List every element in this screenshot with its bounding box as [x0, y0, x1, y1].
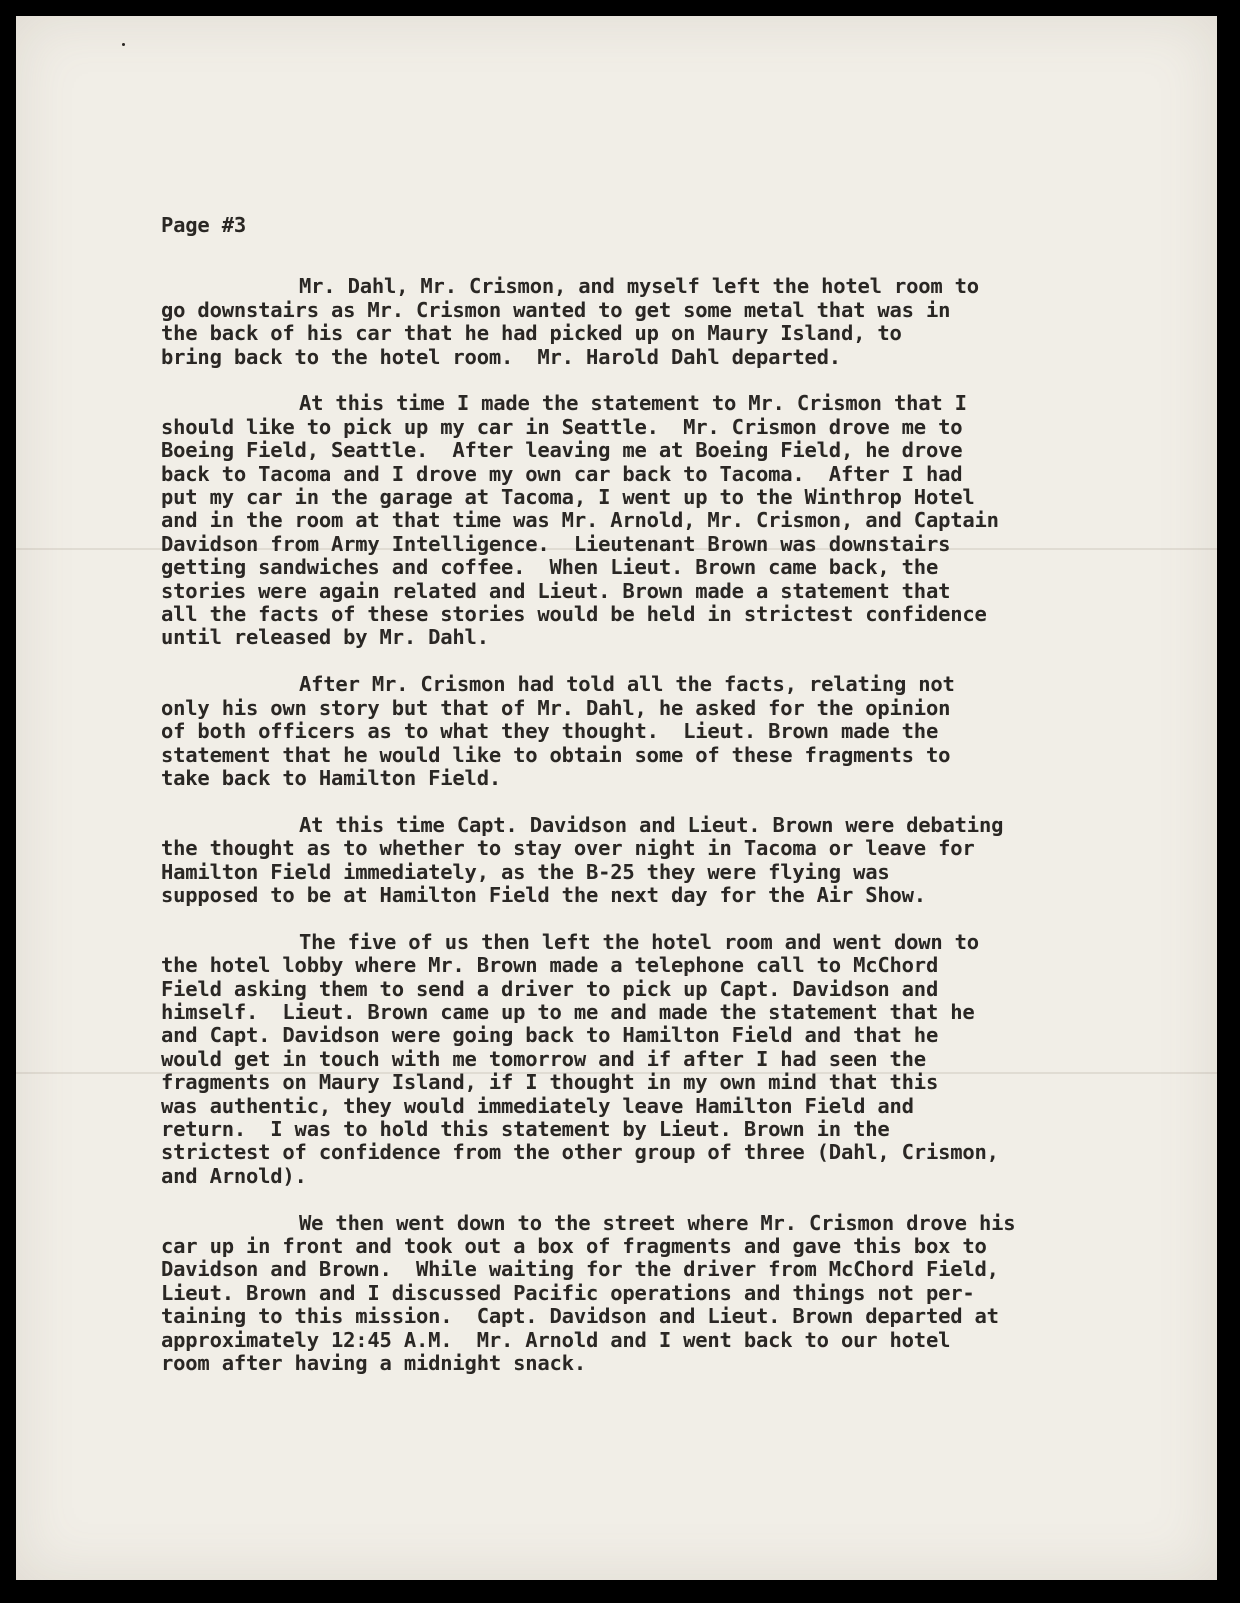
text-line: fragments on Maury Island, if I thought in my own mind that this: [161, 1070, 939, 1095]
text-line: stories were again related and Lieut. Brown made a statement that: [161, 578, 951, 603]
text-line: Mr. Dahl, Mr. Crismon, and myself left the hotel room to: [299, 274, 979, 299]
typed-text-body: [161, 214, 1161, 1399]
text-line: getting sandwiches and coffee. When Lieut. Brown came back, the: [161, 555, 939, 580]
text-line: himself. Lieut. Brown came up to me and made the statement that he: [161, 999, 975, 1024]
paragraph: [161, 1212, 1161, 1376]
text-line: At this time Capt. Davidson and Lieut. Brown were debating: [299, 812, 1004, 837]
text-line: Davidson from Army Intelligence. Lieutenant Brown was downstairs: [161, 531, 951, 556]
ink-speck: [122, 43, 125, 46]
text-line: back to Tacoma and I drove my own car back to Tacoma. After I had: [161, 461, 963, 486]
text-line: return. I was to hold this statement by Lieut. Brown in the: [161, 1116, 890, 1141]
text-line: strictest of confidence from the other group of three (Dahl, Crismon,: [161, 1140, 999, 1165]
text-line: and Arnold).: [161, 1163, 307, 1188]
text-line: Field asking them to send a driver to pick up Capt. Davidson and: [161, 976, 939, 1001]
text-line: The five of us then left the hotel room and went down to: [299, 929, 979, 954]
text-line: Davidson and Brown. While waiting for the driver from McChord Field,: [161, 1257, 999, 1282]
text-line: the hotel lobby where Mr. Brown made a telephone call to McChord: [161, 953, 939, 978]
text-line: the thought as to whether to stay over night in Tacoma or leave for: [161, 836, 975, 861]
text-line: and Capt. Davidson were going back to Hamilton Field and that he: [161, 1023, 939, 1048]
text-line: take back to Hamilton Field.: [161, 765, 501, 790]
page-number: Page #3: [161, 213, 246, 237]
text-line: supposed to be at Hamilton Field the next day for the Air Show.: [161, 882, 926, 907]
text-line: only his own story but that of Mr. Dahl, he asked for the opinion: [161, 695, 951, 720]
text-line: until released by Mr. Dahl.: [161, 625, 489, 650]
text-line: the back of his car that he had picked up on Maury Island, to: [161, 321, 902, 346]
text-line: would get in touch with me tomorrow and if after I had seen the: [161, 1046, 926, 1071]
paragraph: [161, 392, 1161, 649]
document-page: [16, 16, 1217, 1580]
text-line: At this time I made the statement to Mr. Crismon that I: [299, 391, 967, 416]
text-line: car up in front and took out a box of fragments and gave this box to: [161, 1233, 987, 1258]
text-line: put my car in the garage at Tacoma, I went up to the Winthrop Hotel: [161, 485, 975, 510]
text-line: all the facts of these stories would be held in strictest confidence: [161, 602, 987, 627]
text-line: After Mr. Crismon had told all the facts, relating not: [299, 672, 955, 697]
paragraph: [161, 931, 1161, 1188]
text-line: approximately 12:45 A.M. Mr. Arnold and I went back to our hotel: [161, 1327, 951, 1352]
text-line: taining to this mission. Capt. Davidson and Lieut. Brown departed at: [161, 1304, 999, 1329]
text-line: go downstairs as Mr. Crismon wanted to get some metal that was in: [161, 297, 951, 322]
paragraph: [161, 814, 1161, 908]
text-line: Hamilton Field immediately, as the B-25 they were flying was: [161, 859, 890, 884]
text-line: statement that he would like to obtain some of these fragments to: [161, 742, 951, 767]
text-line: bring back to the hotel room. Mr. Harold Dahl departed.: [161, 344, 841, 369]
paragraph: [161, 275, 1161, 369]
text-line: We then went down to the street where Mr. Crismon drove his: [299, 1210, 1016, 1235]
paragraph-container: [161, 275, 1161, 1375]
text-line: was authentic, they would immediately leave Hamilton Field and: [161, 1093, 914, 1118]
text-line: Lieut. Brown and I discussed Pacific operations and things not per-: [161, 1280, 975, 1305]
text-line: should like to pick up my car in Seattle. Mr. Crismon drove me to: [161, 414, 963, 439]
text-line: Boeing Field, Seattle. After leaving me at Boeing Field, he drove: [161, 438, 963, 463]
text-line: of both officers as to what they thought. Lieut. Brown made the: [161, 719, 939, 744]
paragraph: [161, 673, 1161, 790]
text-line: room after having a midnight snack.: [161, 1351, 586, 1376]
text-line: and in the room at that time was Mr. Arnold, Mr. Crismon, and Captain: [161, 508, 999, 533]
